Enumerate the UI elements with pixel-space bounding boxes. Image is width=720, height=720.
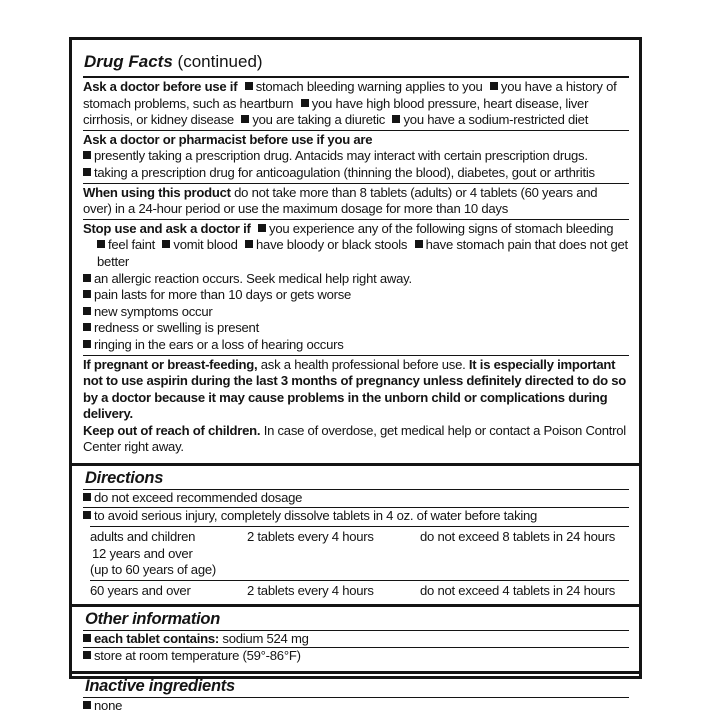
other-information-heading: Other information bbox=[85, 609, 221, 628]
pregnancy-heading: If pregnant or breast-feeding, bbox=[83, 356, 258, 372]
table-row: adults and children 12 years and over (up to 60 years of age) 2 tablets every 4 hours do not exceed 8 tablets in 24 hours bbox=[90, 529, 616, 578]
ask-doctor-section: Ask a doctor before use if stomach bleeding warning applies to you you have a history of stomach problems, such as heartburn you have high blood pressure, heart disease, liver cirrhosis, or kidney disease you are taking a diuretic you have a sodium-restricted diet bbox=[83, 76, 629, 130]
list-item: new symptoms occur bbox=[83, 304, 629, 321]
bullet-icon bbox=[162, 240, 170, 248]
section-divider bbox=[72, 463, 640, 466]
bullet-icon bbox=[83, 340, 91, 348]
keep-out-of-reach: Keep out of reach of children. In case of overdose, get medical help or contact a Poison Control Center right away. bbox=[83, 422, 626, 455]
list-item: to avoid serious injury, completely dissolve tablets in 4 oz. of water before taking bbox=[83, 508, 629, 525]
bullet-icon bbox=[241, 115, 249, 123]
bullet-icon bbox=[83, 634, 91, 642]
drug-facts-panel bbox=[69, 37, 642, 713]
section-divider bbox=[72, 671, 640, 674]
drug-facts-title: Drug Facts (continued) bbox=[84, 52, 263, 71]
bullet-icon bbox=[301, 99, 309, 107]
section-divider bbox=[72, 604, 640, 607]
list-item: pain lasts for more than 10 days or gets worse bbox=[83, 287, 629, 304]
inactive-ingredients-section bbox=[83, 677, 629, 715]
bullet-icon bbox=[258, 224, 266, 232]
ask-pharmacist-section bbox=[83, 130, 629, 183]
bullet-icon bbox=[83, 151, 91, 159]
list-item: ringing in the ears or a loss of hearing occurs bbox=[83, 337, 629, 354]
list-item: presently taking a prescription drug. Antacids may interact with certain prescription drugs. bbox=[83, 148, 629, 165]
when-using-heading: When using this product bbox=[83, 184, 231, 200]
bullet-icon bbox=[245, 82, 253, 90]
bullet-icon bbox=[83, 651, 91, 659]
bullet-icon bbox=[490, 82, 498, 90]
bullet-icon bbox=[83, 274, 91, 282]
bullet-icon bbox=[83, 290, 91, 298]
directions-section bbox=[83, 469, 629, 601]
bullet-icon bbox=[392, 115, 400, 123]
list-item: none bbox=[83, 698, 629, 715]
list-item: an allergic reaction occurs. Seek medical help right away. bbox=[83, 271, 629, 288]
stop-use-heading: Stop use and ask a doctor if bbox=[83, 220, 251, 236]
bullet-icon bbox=[245, 240, 253, 248]
directions-heading: Directions bbox=[85, 469, 164, 488]
bullet-icon bbox=[83, 493, 91, 501]
bullet-icon bbox=[83, 168, 91, 176]
bullet-icon bbox=[83, 511, 91, 519]
bullet-icon bbox=[415, 240, 423, 248]
inactive-ingredients-heading: Inactive ingredients bbox=[85, 676, 235, 695]
list-item: do not exceed recommended dosage bbox=[83, 490, 629, 507]
list-item: taking a prescription drug for anticoagulation (thinning the blood), diabetes, gout or arthritis bbox=[83, 165, 629, 182]
bleeding-signs: feel faint vomit blood have bloody or black stools have stomach pain that does not get better bbox=[97, 237, 628, 269]
bullet-icon bbox=[97, 240, 105, 248]
ask-pharmacist-heading: Ask a doctor or pharmacist before use if you are bbox=[83, 131, 373, 147]
dosage-table bbox=[83, 526, 629, 600]
list-item: each tablet contains: sodium 524 mg bbox=[83, 631, 629, 648]
list-item: store at room temperature (59°-86°F) bbox=[83, 648, 629, 665]
table-row: 60 years and over 2 tablets every 4 hours do not exceed 4 tablets in 24 hours bbox=[90, 583, 616, 599]
other-information-section bbox=[83, 610, 629, 665]
list-item: redness or swelling is present bbox=[83, 320, 629, 337]
when-using-section: When using this product do not take more than 8 tablets (adults) or 4 tablets (60 years and over) in a 24-hour period or use the maximum dosage for more than 10 days bbox=[83, 183, 629, 219]
bullet-icon bbox=[83, 701, 91, 709]
bullet-icon bbox=[83, 307, 91, 315]
pregnancy-warning: It is especially important not to use aspirin during the last 3 months of pregnancy unless definitely directed to do so by a doctor because it may cause problems in the unborn child or complications during delivery. bbox=[83, 356, 627, 422]
pregnancy-section: If pregnant or breast-feeding, ask a health professional before use. It is especially important not to use aspirin during the last 3 months of pregnancy unless definitely directed to do so by a doctor because it may cause problems in the unborn child or complications during delivery. Keep out of reach of children. In case of overdose, get medical help or contact a Poison Control Center right away. bbox=[83, 355, 629, 458]
ask-doctor-heading: Ask a doctor before use if bbox=[83, 79, 238, 94]
stop-use-section: Stop use and ask a doctor if you experience any of the following signs of stomach bleeding feel faint vomit blood have bloody or black stools have stomach pain that does not get better an allergic reaction occurs. Seek medical help right away. pain lasts for more than 10 days or gets worse new symptoms occur redness or swelling is present ringing in the ears or a loss of hearing occurs bbox=[83, 219, 629, 355]
bullet-icon bbox=[83, 323, 91, 331]
